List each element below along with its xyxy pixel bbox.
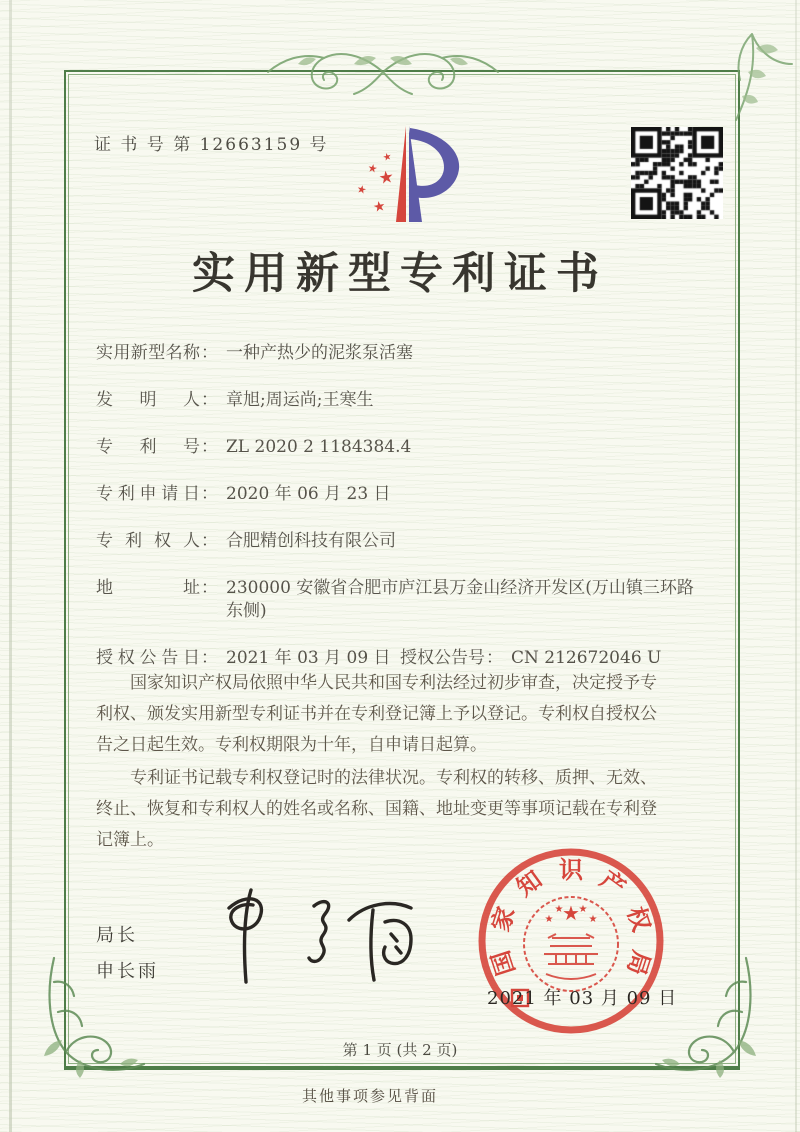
seal-char: 权 [621, 903, 657, 935]
back-side-note: 其他事项参见背面 [301, 1087, 438, 1105]
field-colon: ： [201, 578, 218, 598]
field-colon: ： [201, 343, 218, 363]
field-colon: ： [486, 648, 503, 668]
star-icon: ★ [377, 167, 396, 190]
logo-p-bowl [410, 128, 459, 198]
field-rows [96, 342, 696, 623]
scan-left-edge [9, 0, 12, 1132]
field-value: 2020 年 06 月 23 日 [226, 484, 391, 504]
director-block [96, 918, 159, 990]
seal-date: 2021 年 03 月 09 日 [487, 988, 678, 1009]
star-icon: ★ [366, 161, 379, 176]
grant-number-value: CN 212672046 U [511, 648, 662, 668]
field-row-grant [96, 647, 696, 670]
field-row [96, 530, 696, 553]
field-value: 合肥精创科技有限公司 [226, 531, 396, 551]
field-label: 发明人 [96, 390, 200, 410]
qr-code [631, 127, 723, 219]
field-value: 一种产热少的泥浆泵活塞 [226, 343, 413, 363]
director-name: 申长雨 [96, 961, 159, 982]
field-colon: ： [201, 437, 218, 457]
certificate-title: 实用新型专利证书 [192, 249, 608, 299]
grant-number-group [400, 647, 661, 670]
field-label: 专利权人 [96, 531, 200, 551]
field-row [96, 436, 696, 459]
seal-char: 局 [621, 947, 657, 979]
seal-char: 家 [485, 903, 521, 935]
star-icon: ★ [578, 904, 588, 915]
star-icon: ★ [554, 904, 564, 915]
field-colon: ： [201, 390, 218, 410]
star-icon: ★ [381, 151, 394, 164]
star-icon: ★ [371, 198, 387, 217]
field-row [96, 577, 696, 623]
field-value: 230000 安徽省合肥市庐江县万金山经济开发区(万山镇三环路东侧) [226, 578, 694, 621]
field-value: ZL 2020 2 1184384.4 [226, 437, 412, 457]
page-number: 第 1 页 (共 2 页) [342, 1041, 458, 1059]
seal-char: 识 [559, 855, 583, 884]
field-colon: ： [201, 648, 218, 668]
star-icon: ★ [588, 914, 598, 925]
cnipa-logo [340, 112, 472, 234]
field-label: 专利号 [96, 437, 200, 457]
field-colon: ： [201, 484, 218, 504]
logo-red-wedge [396, 126, 406, 222]
field-label: 实用新型名称 [96, 343, 200, 363]
field-value: 章旭;周运尚;王寒生 [226, 390, 374, 410]
cnipa-seal [472, 842, 670, 1040]
director-signature [213, 876, 431, 994]
legal-text [96, 668, 658, 858]
star-icon: ★ [355, 182, 368, 197]
legal-paragraph-2: 专利证书记载专利权登记时的法律状况。专利权的转移、质押、无效、终止、恢复和专利权人的姓名或名称、国籍、地址变更等事项记载在专利登记簿上。 [96, 768, 657, 850]
field-label: 专利申请日 [96, 484, 200, 504]
field-row [96, 389, 696, 412]
director-title: 局长 [96, 925, 138, 946]
seal-char: 知 [510, 864, 548, 902]
grant-number-label: 授权公告号 [400, 648, 485, 668]
star-icon: ★ [562, 901, 580, 925]
scan-right-edge [795, 0, 797, 1132]
field-label: 地址 [96, 578, 200, 598]
seal-emblem-stars [545, 901, 598, 925]
field-row [96, 483, 696, 506]
top-border-flourish [262, 42, 504, 102]
seal-char: 产 [594, 864, 632, 902]
star-icon: ★ [544, 914, 554, 925]
legal-paragraph-1: 国家知识产权局依照中华人民共和国专利法经过初步审查，决定授予专利权、颁发实用新型专利证书并在专利登记簿上予以登记。专利权自授权公告之日起生效。专利权期限为十年，自申请日起算。 [96, 673, 657, 755]
certificate-number: 证 书 号 第 12663159 号 [94, 135, 329, 155]
field-value: 2021 年 03 月 09 日 [226, 648, 391, 668]
field-list [96, 342, 696, 694]
field-colon: ： [201, 531, 218, 551]
top-right-corner-leaves [726, 20, 798, 124]
seal-char: 国 [485, 947, 521, 979]
field-row [96, 342, 696, 365]
field-label: 授权公告日 [96, 648, 200, 668]
